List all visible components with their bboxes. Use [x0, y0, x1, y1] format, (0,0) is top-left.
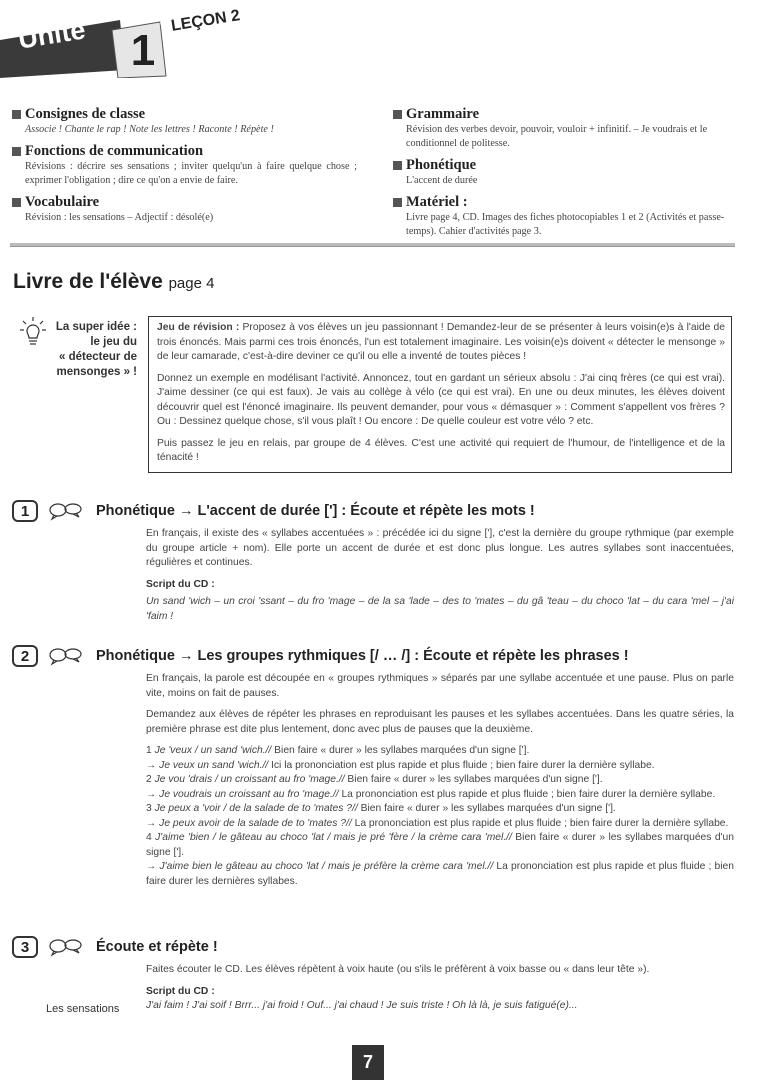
phrase-marker: 1 — [146, 745, 152, 756]
unit-number: 1 — [130, 26, 156, 75]
super-idea-line: La super idée : — [55, 321, 137, 333]
phrase-line — [146, 831, 734, 860]
phrase-text: J'aime bien le gâteau au choco 'lat / mais je préfère la crème cara 'mel.// — [159, 861, 494, 872]
objective-text: Livre page 4, CD. Images des fiches photocopiables 1 et 2 (Activités et passe-temps). Cahier d'activités page 3. — [406, 212, 725, 237]
super-idea-label — [40, 320, 137, 380]
phrase-note: La prononciation est plus rapide et plus fluide ; bien faire durer la dernière syllabe. — [338, 788, 716, 800]
sensations-label: Les sensations — [46, 1003, 120, 1015]
phrase-line — [146, 860, 734, 889]
idea-paragraph: Donnez un exemple en modélisant l'activité. Annoncez, tout en gardant un sérieux absolu : J'ai cinq frères (ce qui est vrai). J'aime dessiner (ce qui est faux). Je vais au collège à vélo (ce qui est vrai). En une ou deux minutes, les élèves doivent découvrir quel est l'énoncé imaginaire. Ils peuvent demander, pour vous « démasquer » : Comment s'appellent vos frères ? Ou : Dessinez quelque chose, s'il vous plaît ! Ou encore : De quelle couleur est votre vélo ? etc. — [157, 372, 725, 427]
super-idea-line: « détecteur de — [59, 351, 137, 363]
bullet-square-icon — [12, 198, 21, 207]
speech-bubbles-icon — [48, 646, 82, 666]
objective-title: Consignes de classe — [25, 106, 146, 122]
book-title-text: Livre de l'élève — [13, 270, 163, 293]
phrase-line — [146, 817, 734, 832]
activity-number-badge: 2 — [12, 645, 38, 667]
phrase-note: Ici la prononciation est plus rapide et plus fluide ; bien faire durer la dernière syllabe. — [268, 759, 655, 771]
objective-grammaire — [393, 106, 738, 151]
phrase-marker: → — [146, 759, 157, 771]
idea-paragraph-text: Proposez à vos élèves un jeu passionnant ! Demandez-leur de se présenter à leurs voisin(e)s à l'aide de trois énoncés. Mais parmi ces trois énoncés, l'un est totalement imaginaire. Les voisin(e)s doivent « détecter le mensonge » de leur camarade, c'est-à-dire deviner ce qu'il ou elle a inventé de toutes pièces ! — [157, 322, 725, 362]
objectives-right — [393, 106, 738, 245]
idea-paragraph: Puis passez le jeu en relais, par groupe de 4 élèves. C'est une activité qui requiert de l'humour, de l'intelligence et de la ténacité ! — [157, 437, 725, 463]
objective-fonctions — [12, 143, 357, 188]
bullet-square-icon — [393, 161, 402, 170]
objective-title: Vocabulaire — [25, 194, 100, 210]
phrase-note: Bien faire « durer » les syllabes marquées d'un signe [']. — [271, 745, 530, 756]
objective-text: Révision des verbes devoir, pouvoir, vouloir + infinitif. – Je voudrais et le conditionnel de politesse. — [406, 124, 708, 149]
bullet-square-icon — [393, 198, 402, 207]
objectives-left — [12, 106, 357, 231]
bullet-square-icon — [12, 110, 21, 119]
activity-title: Phonétique → L'accent de durée ['] : Écoute et répète les mots ! — [96, 503, 535, 519]
phrase-line — [146, 744, 734, 759]
activity-title: Phonétique → Les groupes rythmiques [/ … /] : Écoute et répète les phrases ! — [96, 648, 629, 664]
phrase-note: La prononciation est plus rapide et plus fluide ; bien faire durer la dernière syllabe. — [351, 817, 729, 829]
objective-title: Matériel : — [406, 194, 468, 210]
objective-text: Révisions : décrire ses sensations ; inviter quelqu'un à faire quelque chose ; exprimer l'obligation ; dire ce qu'on a envie de faire. — [25, 161, 357, 186]
bullet-square-icon — [12, 147, 21, 156]
phrase-text: Je voudrais un croissant au fro 'mage.// — [159, 788, 339, 800]
phrase-marker: 2 — [146, 774, 152, 785]
activity-body-2 — [146, 672, 734, 889]
activity-number-badge: 1 — [12, 500, 38, 522]
activity-paragraph: En français, la parole est découpée en « groupes rythmiques » séparés par une syllabe accentuée et une pause. Plus on parle vite, moins on fait de pauses. — [146, 673, 734, 699]
cd-script: J'ai faim ! J'ai soif ! Brrr... j'ai froid ! Ouf... j'ai chaud ! Je suis triste ! Oh là là, je suis fatigué(e)... — [146, 1000, 578, 1011]
objective-phonetique — [393, 157, 738, 188]
speech-bubbles-icon — [48, 501, 82, 521]
objective-materiel — [393, 194, 738, 239]
phrase-marker: → — [146, 861, 157, 872]
phrase-marker: → — [146, 817, 157, 829]
activity-heading-2 — [12, 645, 742, 667]
speech-bubbles-icon — [48, 937, 82, 957]
objective-title: Grammaire — [406, 106, 480, 122]
phrase-text: J'aime 'bien / le gâteau au choco 'lat / mais je pré 'fère / la crème cara 'mel.// — [155, 832, 512, 843]
activity-paragraph: En français, il existe des « syllabes accentuées » : précédée ici du signe ['], c'est la dernière du groupe rythmique (par exemple du groupe article + nom). Elle porte un accent de durée et est donc plus longue. Les autres syllabes sont inaccentuées, régulières et continues. — [146, 528, 734, 568]
phrase-marker: 4 — [146, 832, 152, 843]
bullet-square-icon — [393, 110, 402, 119]
super-idea-box — [148, 316, 732, 473]
phrase-text: Je peux avoir de la salade de to 'mates ?// — [159, 817, 352, 829]
unit-title: Unité — [16, 14, 88, 55]
phrase-text: Je vou 'drais / un croissant au fro 'mage.// — [154, 774, 345, 785]
phrase-marker: → — [146, 788, 157, 800]
phrase-line — [146, 788, 734, 803]
phrase-series — [146, 744, 734, 889]
phrase-note: Bien faire « durer » les syllabes marquées d'un signe [']. — [344, 774, 603, 785]
activity-paragraph: Faites écouter le CD. Les élèves répètent à voix haute (ou s'ils le préfèrent à voix basse ou « dans leur tête »). — [146, 964, 650, 975]
phrase-text: Je veux un sand 'wich.// — [159, 759, 269, 771]
idea-paragraph-lead: Jeu de révision : — [157, 322, 240, 333]
phrase-text: Je peux a 'voir / de la salade de to 'mates ?// — [154, 803, 358, 814]
objective-title: Fonctions de communication — [25, 143, 204, 159]
activity-body-3 — [146, 963, 734, 1021]
lesson-label: LEÇON 2 — [170, 7, 242, 35]
book-section-title — [13, 270, 214, 294]
phrase-text: Je 'veux / un sand 'wich.// — [154, 745, 272, 756]
objective-text: Révision : les sensations – Adjectif : désolé(e) — [25, 212, 214, 223]
phrase-line — [146, 802, 734, 817]
activity-body-1 — [146, 527, 734, 631]
idea-paragraph — [157, 321, 725, 365]
super-idea-line: le jeu du — [90, 336, 137, 348]
script-label: Script du CD : — [146, 985, 215, 997]
phrase-note: La prononciation est plus rapide et plus fluide ; bien faire durer les dernières syllabes. — [146, 861, 734, 887]
activity-heading-1 — [12, 500, 742, 522]
phrase-line — [146, 759, 734, 774]
page-number: 7 — [352, 1045, 384, 1080]
objective-consignes — [12, 106, 357, 137]
section-divider — [10, 243, 735, 247]
header-banner — [0, 0, 769, 78]
book-page-ref: page 4 — [168, 275, 215, 292]
objective-title: Phonétique — [406, 157, 477, 173]
activity-heading-3 — [12, 936, 742, 958]
objective-vocabulaire — [12, 194, 357, 225]
phrase-note: Bien faire « durer » les syllabes marquées d'un signe [']. — [146, 832, 734, 858]
activity-title: Écoute et répète ! — [96, 939, 218, 955]
objective-text: Associe ! Chante le rap ! Note les lettres ! Raconte ! Répète ! — [25, 124, 274, 135]
activity-paragraph: Demandez aux élèves de répéter les phrases en reproduisant les pauses et les syllabes accentuées. Dans les quatre séries, la première phrase est dite plus lentement, donc avec plus de pauses que la deuxième. — [146, 709, 734, 735]
phrase-note: Bien faire « durer » les syllabes marquées d'un signe [']. — [357, 803, 616, 814]
cd-script: Un sand 'wich – un croi 'ssant – du fro 'mage – de la sa 'lade – des to 'mates – du gâ 'teau – du choco 'lat – du cara 'mel – j'ai 'faim ! — [146, 596, 734, 622]
phrase-marker: 3 — [146, 803, 152, 814]
script-label: Script du CD : — [146, 578, 215, 590]
phrase-line — [146, 773, 734, 788]
objective-text: L'accent de durée — [406, 175, 478, 186]
activity-number-badge: 3 — [12, 936, 38, 958]
super-idea-line: mensonges » ! — [56, 366, 137, 378]
